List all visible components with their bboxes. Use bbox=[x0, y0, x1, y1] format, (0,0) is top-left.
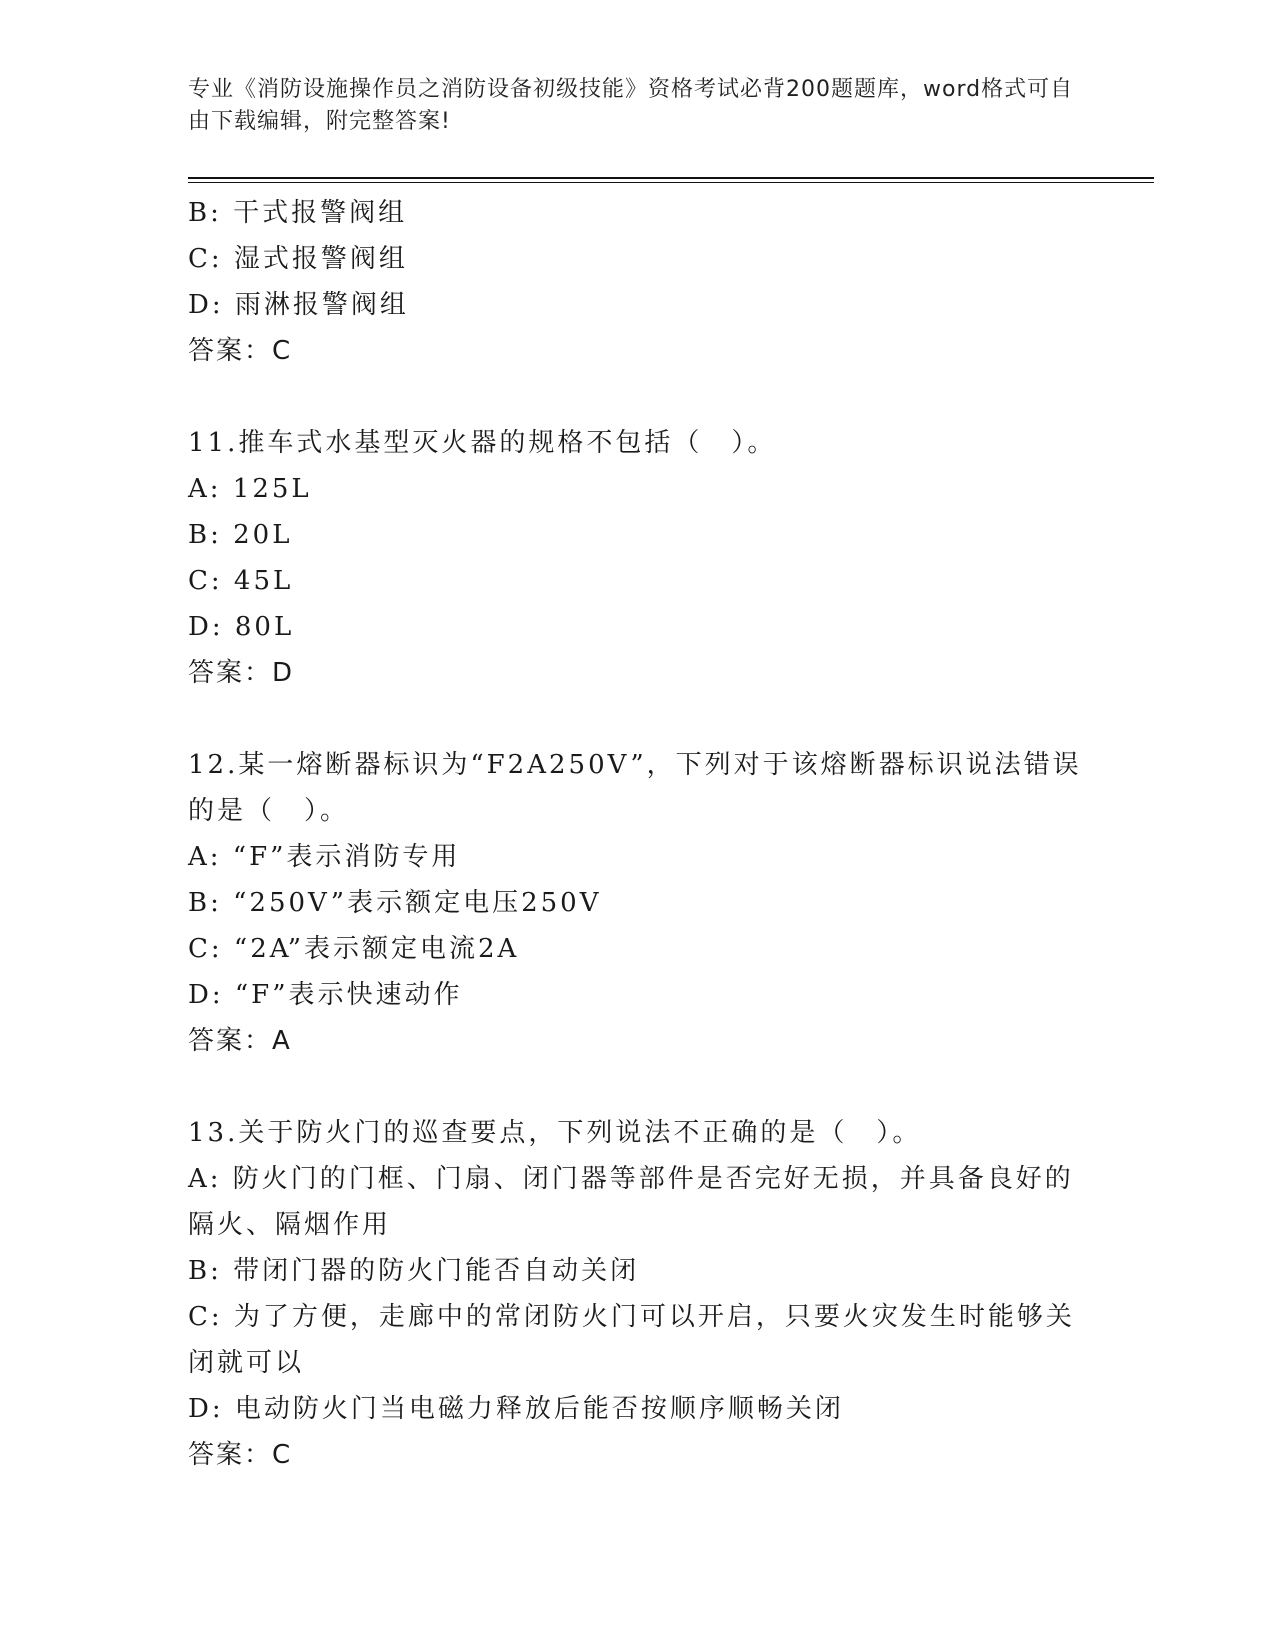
option-b: B: 带闭门器的防火门能否自动关闭 bbox=[188, 1256, 640, 1286]
answer: 答案：C bbox=[188, 336, 293, 366]
header-divider-thin bbox=[188, 182, 1154, 183]
answer: 答案：C bbox=[188, 1440, 293, 1470]
question-11 bbox=[188, 420, 1088, 696]
answer: 答案：D bbox=[188, 658, 295, 688]
option-c: C: “2A”表示额定电流2A bbox=[188, 934, 520, 964]
question-10-tail bbox=[188, 190, 1088, 374]
document-header: 专业《消防设施操作员之消防设备初级技能》资格考试必背200题题库，word格式可自由下载编辑，附完整答案! bbox=[188, 77, 1074, 134]
option-c: C: 为了方便，走廊中的常闭防火门可以开启，只要火灾发生时能够关闭就可以 bbox=[188, 1302, 1075, 1378]
option-d: D: 80L bbox=[188, 612, 295, 642]
question-stem: 11.推车式水基型灭火器的规格不包括（ ）。 bbox=[188, 428, 777, 458]
header-divider-thick bbox=[188, 177, 1154, 179]
option-d: D: 雨淋报警阀组 bbox=[188, 290, 409, 320]
question-stem: 13.关于防火门的巡查要点，下列说法不正确的是（ ）。 bbox=[188, 1118, 922, 1148]
spacer bbox=[188, 1064, 1088, 1110]
option-b: B: “250V”表示额定电压250V bbox=[188, 888, 602, 918]
option-b: B: 20L bbox=[188, 520, 293, 550]
option-b: B: 干式报警阀组 bbox=[188, 198, 408, 228]
option-d: D: “F”表示快速动作 bbox=[188, 980, 463, 1010]
option-d: D: 电动防火门当电磁力释放后能否按顺序顺畅关闭 bbox=[188, 1394, 844, 1424]
option-a: A: 125L bbox=[188, 474, 312, 504]
question-list bbox=[188, 190, 1088, 1478]
spacer bbox=[188, 374, 1088, 420]
answer: 答案：A bbox=[188, 1026, 292, 1056]
question-12 bbox=[188, 742, 1088, 1064]
option-c: C: 湿式报警阀组 bbox=[188, 244, 408, 274]
option-a: A: 防火门的门框、门扇、闭门器等部件是否完好无损，并具备良好的隔火、隔烟作用 bbox=[188, 1164, 1074, 1240]
spacer bbox=[188, 696, 1088, 742]
question-13 bbox=[188, 1110, 1088, 1478]
option-a: A: “F”表示消防专用 bbox=[188, 842, 461, 872]
option-c: C: 45L bbox=[188, 566, 294, 596]
question-stem: 12.某一熔断器标识为“F2A250V”，下列对于该熔断器标识说法错误的是（ ）。 bbox=[188, 750, 1082, 826]
